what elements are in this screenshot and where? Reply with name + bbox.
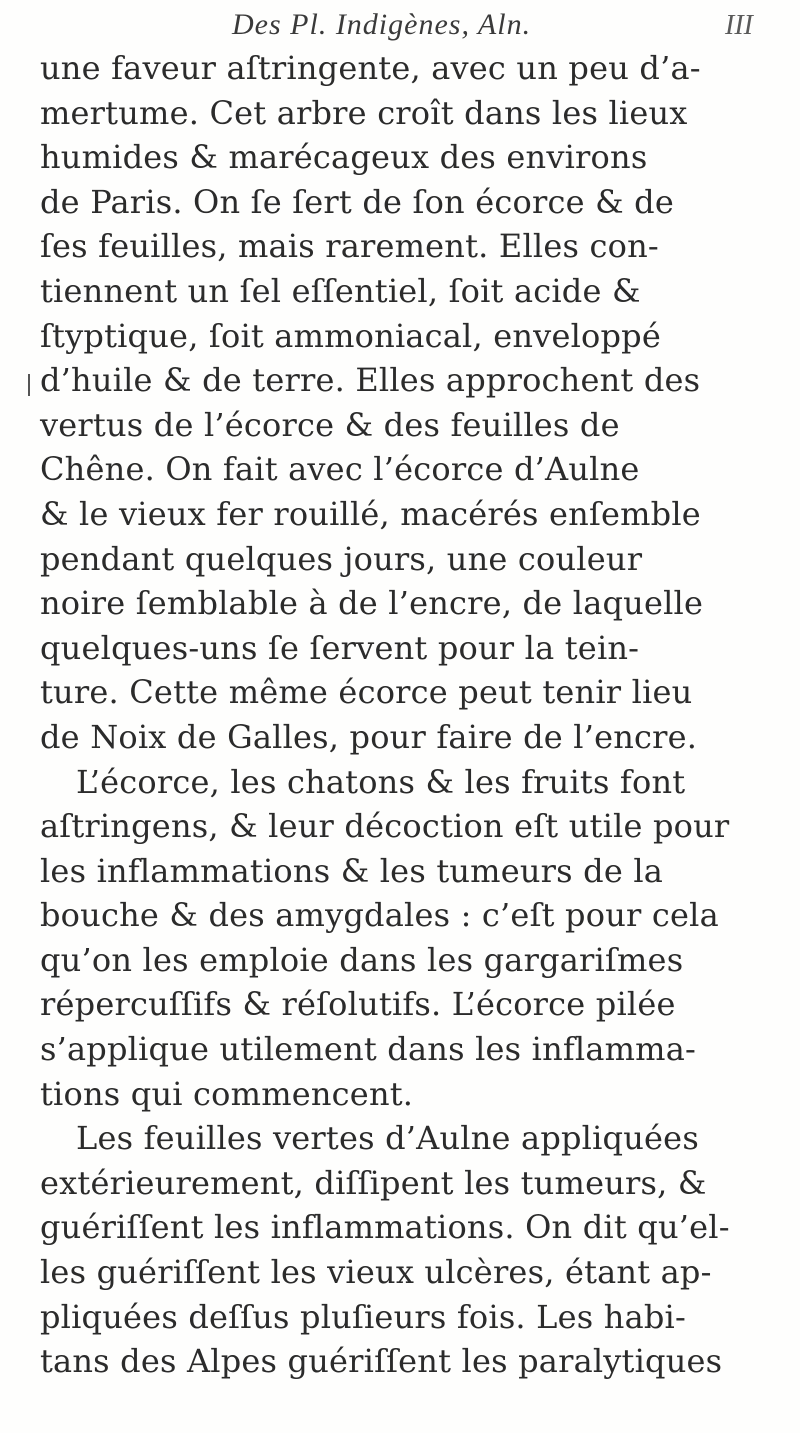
text-line: tans des Alpes guériſſent les paralytiques bbox=[40, 1342, 723, 1381]
text-line: extérieurement, diſſipent les tumeurs, & bbox=[40, 1163, 707, 1202]
text-line: de Noix de Galles, pour faire de l’encre. bbox=[40, 717, 698, 756]
text-line: ture. Cette même écorce peut tenir lieu bbox=[40, 673, 693, 712]
paragraph-start-line: L’écorce, les chatons & les fruits font bbox=[76, 762, 686, 801]
text-line: s’applique utilement dans les inflamma- bbox=[40, 1030, 697, 1069]
text-line: Chêne. On fait avec l’écorce d’Aulne bbox=[40, 450, 640, 489]
paragraph-start-line: Les feuilles vertes d’Aulne appliquées bbox=[76, 1119, 699, 1158]
text-line: tiennent un ſel eſſentiel, ſoit acide & bbox=[40, 271, 641, 310]
margin-mark bbox=[28, 374, 30, 396]
text-line: quelques-uns ſe ſervent pour la tein- bbox=[40, 628, 640, 667]
text-line: bouche & des amygdales : c’eſt pour cela bbox=[40, 896, 719, 935]
text-line: ſes feuilles, mais rarement. Elles con- bbox=[40, 227, 659, 266]
text-line: mertume. Cet arbre croît dans les lieux bbox=[40, 93, 688, 132]
text-line: répercuſſifs & réſolutifs. L’écorce pilée bbox=[40, 985, 676, 1024]
text-line: d’huile & de terre. Elles approchent des bbox=[40, 361, 701, 400]
text-line: & le vieux fer rouillé, macérés enſemble bbox=[40, 494, 701, 533]
text-line: pendant quelques jours, une couleur bbox=[40, 539, 643, 578]
running-title: Des Pl. Indigènes, Aln. bbox=[232, 8, 532, 41]
text-line: de Paris. On ſe ſert de ſon écorce & de bbox=[40, 182, 674, 221]
text-line: noire ſemblable à de l’encre, de laquelle bbox=[40, 584, 704, 623]
text-line: qu’on les emploie dans les gargariſmes bbox=[40, 940, 684, 979]
text-line: les inflammations & les tumeurs de la bbox=[40, 851, 664, 890]
text-line: guériſſent les inflammations. On dit qu’el- bbox=[40, 1208, 730, 1247]
text-line: ſtyptique, ſoit ammoniacal, enveloppé bbox=[40, 316, 662, 355]
page-number: III bbox=[725, 10, 753, 41]
text-line: vertus de l’écorce & des feuilles de bbox=[40, 405, 620, 444]
text-line: humides & marécageux des environs bbox=[40, 138, 648, 177]
text-line: les guériſſent les vieux ulcères, étant ap- bbox=[40, 1253, 712, 1292]
text-line: pliquées deſſus pluſieurs fois. Les habi- bbox=[40, 1297, 686, 1336]
text-line: aſtringens, & leur décoction eſt utile pour bbox=[40, 807, 730, 846]
text-line: tions qui commencent. bbox=[40, 1074, 414, 1113]
text-line: une faveur aſtringente, avec un peu d’a- bbox=[40, 49, 701, 87]
body-text bbox=[40, 46, 800, 1384]
